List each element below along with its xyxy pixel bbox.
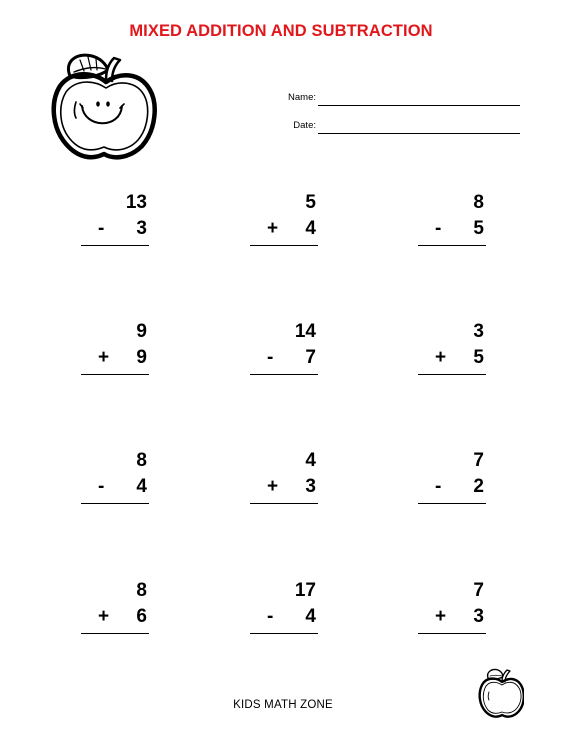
problem-bottom-number: 2 <box>473 476 484 497</box>
problem-bottom-number: 7 <box>305 347 316 368</box>
answer-line <box>81 633 149 634</box>
problem <box>418 450 488 510</box>
problem-bottom-number: 3 <box>136 218 147 239</box>
problem <box>81 321 151 381</box>
answer-line <box>81 374 149 375</box>
problem-operator: + <box>98 347 110 368</box>
problem-top-number: 17 <box>294 580 316 601</box>
problem-top-number: 8 <box>473 192 484 213</box>
problem-bottom-number: 5 <box>473 347 484 368</box>
problem-bottom-number: 4 <box>305 606 316 627</box>
problem-bottom-number: 6 <box>136 606 147 627</box>
problem <box>81 450 151 510</box>
problem-operator: - <box>267 347 274 368</box>
name-field[interactable] <box>230 92 530 108</box>
problem-operator: + <box>267 218 279 239</box>
apple-icon <box>478 667 524 719</box>
problem-operator: + <box>98 606 110 627</box>
problem-bottom-number: 3 <box>305 476 316 497</box>
problem <box>250 450 320 510</box>
problem-operator: + <box>435 606 447 627</box>
worksheet-title: MIXED ADDITION AND SUBTRACTION <box>129 22 433 40</box>
problem-bottom-number: 3 <box>473 606 484 627</box>
problem-operator: - <box>98 476 105 497</box>
problem-operator: - <box>435 218 442 239</box>
answer-line <box>81 245 149 246</box>
problem-top-number: 8 <box>136 580 147 601</box>
problem-bottom-number: 4 <box>305 218 316 239</box>
date-field[interactable] <box>230 120 530 136</box>
date-label: Date: <box>293 120 316 131</box>
name-label: Name: <box>288 92 316 103</box>
problem <box>81 192 151 252</box>
answer-line <box>418 245 486 246</box>
problem-top-number: 7 <box>473 450 484 471</box>
answer-line <box>250 245 318 246</box>
problem <box>250 192 320 252</box>
problem <box>250 580 320 640</box>
answer-line <box>418 374 486 375</box>
answer-line <box>250 374 318 375</box>
problem-bottom-number: 5 <box>473 218 484 239</box>
problem-top-number: 5 <box>305 192 316 213</box>
problem-top-number: 14 <box>294 321 316 342</box>
answer-line <box>418 633 486 634</box>
problem <box>81 580 151 640</box>
problem-top-number: 3 <box>473 321 484 342</box>
date-line[interactable] <box>318 133 520 134</box>
answer-line <box>250 633 318 634</box>
footer-brand: KIDS MATH ZONE <box>233 699 333 711</box>
problem-operator: - <box>98 218 105 239</box>
problem-bottom-number: 4 <box>136 476 147 497</box>
problem <box>418 321 488 381</box>
problem-top-number: 13 <box>125 192 147 213</box>
answer-line <box>418 503 486 504</box>
answer-line <box>81 503 149 504</box>
problem-bottom-number: 9 <box>136 347 147 368</box>
problem-top-number: 4 <box>305 450 316 471</box>
problem-top-number: 9 <box>136 321 147 342</box>
problem <box>418 192 488 252</box>
answer-line <box>250 503 318 504</box>
problem <box>250 321 320 381</box>
problem-top-number: 8 <box>136 450 147 471</box>
smiling-apple-icon <box>50 50 160 162</box>
problem-operator: - <box>267 606 274 627</box>
problem-top-number: 7 <box>473 580 484 601</box>
problem-operator: - <box>435 476 442 497</box>
problem <box>418 580 488 640</box>
problem-operator: + <box>267 476 279 497</box>
name-line[interactable] <box>318 105 520 106</box>
problem-operator: + <box>435 347 447 368</box>
